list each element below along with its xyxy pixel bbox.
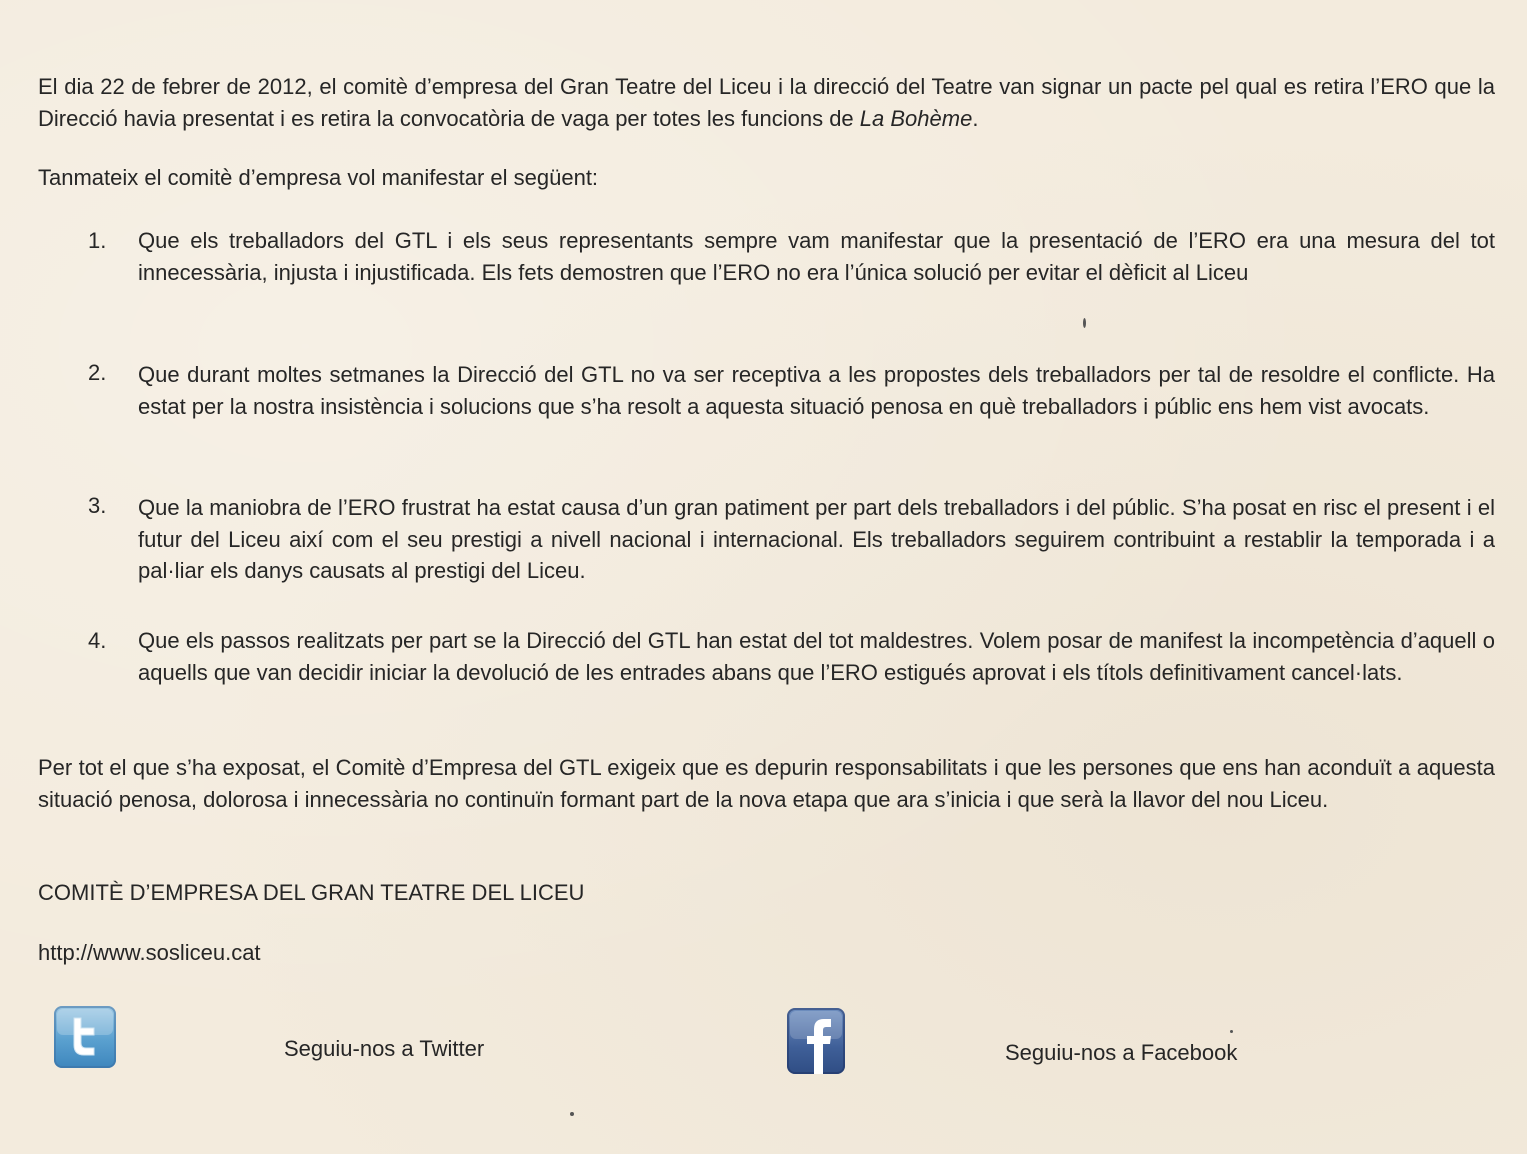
paper-speck (1230, 1030, 1233, 1033)
lead-paragraph: Tanmateix el comitè d’empresa vol manifestar el següent: (38, 165, 599, 190)
facebook-follow-link[interactable]: Seguiu-nos a Facebook (1005, 1040, 1238, 1065)
list-item-text: Que els treballadors del GTL i els seus representants sempre vam manifestar que la presentació de l’ERO era una mesura del tot innecessària, injusta i injustificada. Els fets demostren que l’ERO no era l’única solució per evitar el dèficit al Liceu (138, 228, 1495, 285)
paper-speck (570, 1112, 574, 1116)
facebook-f-icon[interactable] (787, 1008, 845, 1074)
list-item-number: 1. (88, 228, 107, 253)
closing-paragraph: Per tot el que s’ha exposat, el Comitè d’Empresa del GTL exigeix que es depurin responsabilitats i que les persones que ens han aconduït a aquesta situació penosa, dolorosa i innecessària no continuïn formant part de la nova etapa que ara s’inicia i que serà la llavor del nou Liceu. (38, 755, 1495, 812)
opera-title: La Bohème (859, 105, 973, 131)
intro-paragraph (38, 71, 1495, 134)
list-item-number: 2. (88, 360, 107, 385)
twitter-bird-icon[interactable] (54, 1006, 116, 1068)
list-item-text: Que els passos realitzats per part se la Direcció del GTL han estat del tot maldestres. Volem posar de manifest la incompetència d’aquell o aquells que van decidir iniciar la devolució de les entrades abans que l’ERO estigués aprovat i els títols definitivament cancel·lats. (138, 628, 1495, 685)
paper-speck (1083, 318, 1086, 328)
website-link[interactable]: http://www.sosliceu.cat (38, 940, 261, 965)
list-item-number: 3. (88, 493, 107, 518)
list-item-text: Que durant moltes setmanes la Direcció del GTL no va ser receptiva a les propostes dels treballadors per tal de resoldre el conflicte. Ha estat per la nostra insistència i solucions que s’ha resolt a aquesta situació penosa en què treballadors i públic ens hem vist avocats. (138, 362, 1495, 419)
twitter-follow-link[interactable]: Seguiu-nos a Twitter (284, 1036, 485, 1061)
signature: COMITÈ D’EMPRESA DEL GRAN TEATRE DEL LICEU (38, 880, 585, 905)
intro-text: El dia 22 de febrer de 2012, el comitè d’empresa del Gran Teatre del Liceu i la direcció del Teatre van signar un pacte pel qual es retira l’ERO que la Direcció havia presentat i es retira la convocatòria de vaga per totes les funcions de (38, 74, 1495, 131)
list-item-number: 4. (88, 628, 107, 653)
intro-end: . (972, 105, 979, 131)
list-item-text: Que la maniobra de l’ERO frustrat ha estat causa d’un gran patiment per part dels treballadors i del públic. S’ha posat en risc el present i el futur del Liceu així com el seu prestigi a nivell nacional i internacional. Els treballadors seguirem contribuint a restablir la temporada i a pal·liar els danys causats al prestigi del Liceu. (138, 495, 1495, 583)
